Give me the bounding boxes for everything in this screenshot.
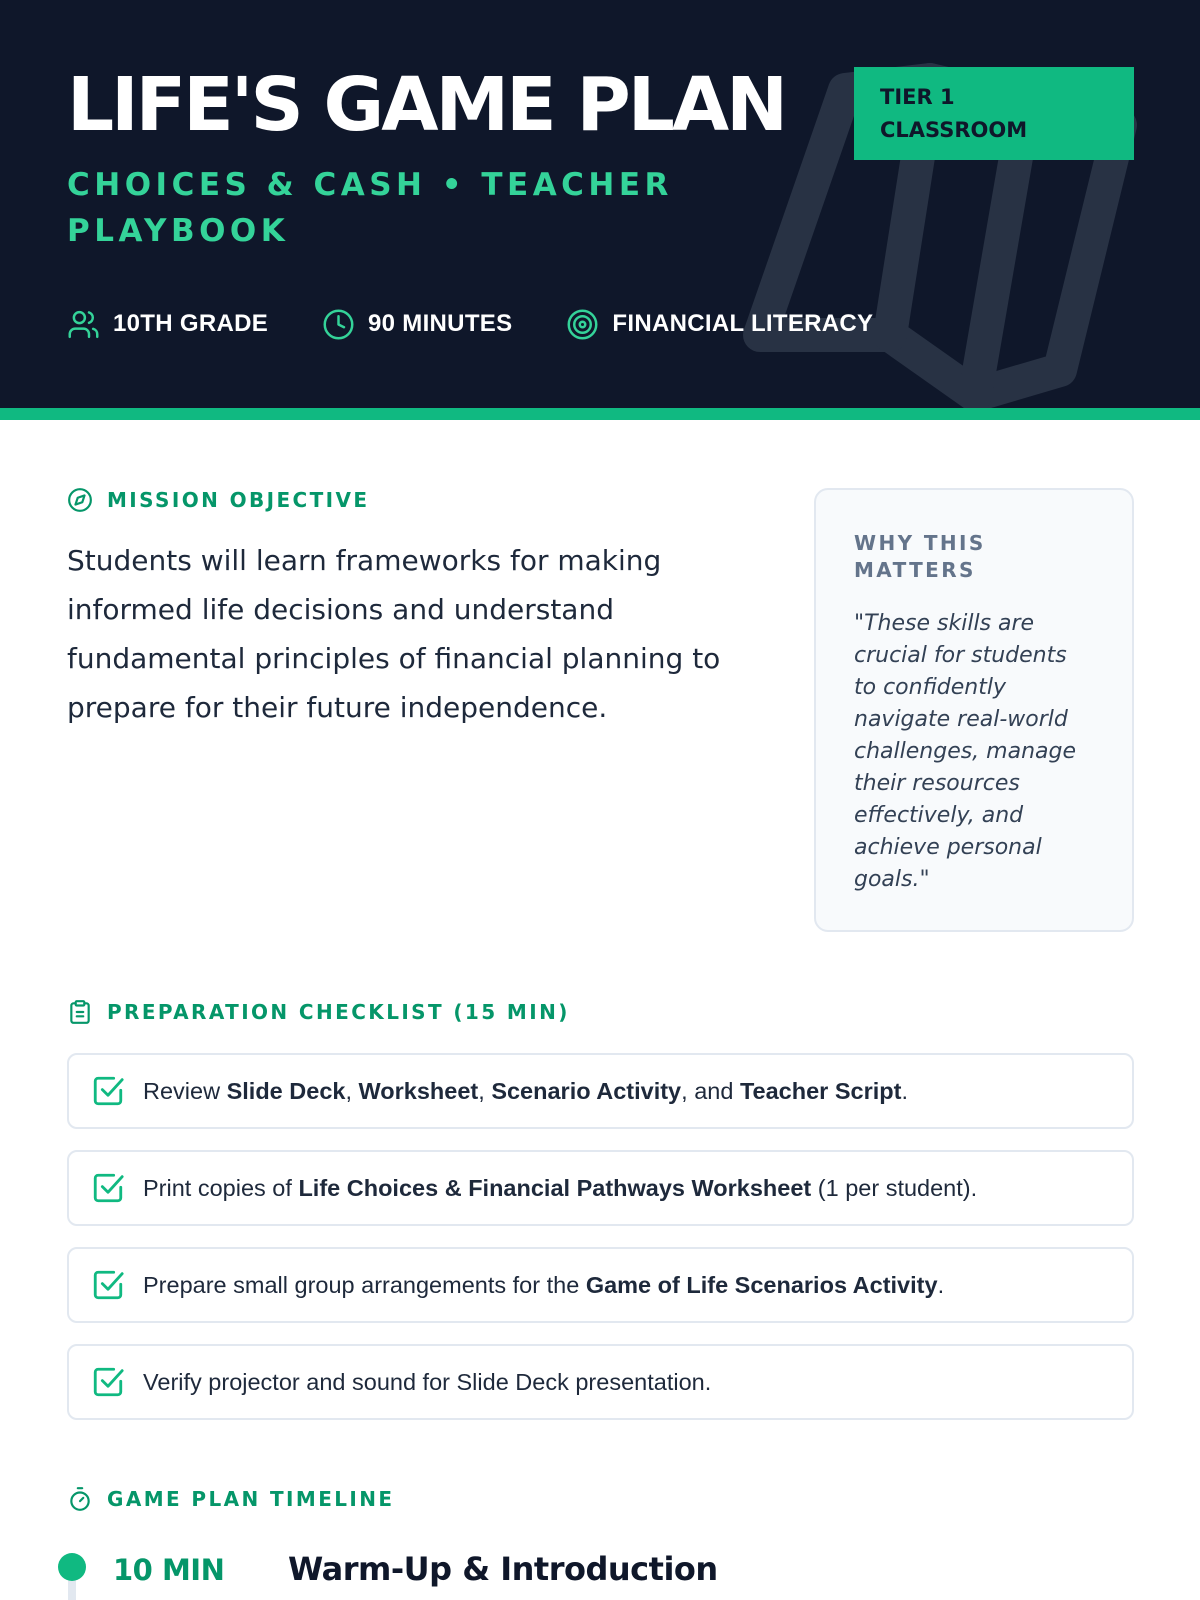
tier-badge: [854, 67, 1134, 160]
checklist-item-text: Prepare small group arrangements for the Game of Life Scenarios Activity.: [143, 1271, 945, 1298]
target-icon: [566, 308, 599, 341]
checklist-item[interactable]: [67, 1053, 1134, 1129]
hero-header: [0, 0, 1200, 408]
objective-heading: [67, 487, 369, 513]
checkbox-checked-icon: [91, 1171, 125, 1205]
why-title: WHY THIS MATTERS: [854, 531, 986, 582]
why-this-matters-card: [814, 488, 1134, 932]
clipboard-icon: [67, 999, 93, 1025]
checkbox-checked-icon: [91, 1268, 125, 1302]
meta-subject: [566, 308, 873, 341]
timeline-heading: [67, 1486, 394, 1512]
timeline-dot: [58, 1553, 86, 1581]
checklist-item-text: Review Slide Deck, Worksheet, Scenario Activity, and Teacher Script.: [143, 1077, 908, 1104]
tier-badge-line2: CLASSROOM: [880, 118, 1028, 142]
objective-heading-label: MISSION OBJECTIVE: [107, 488, 370, 512]
header-accent-strip: [0, 408, 1200, 420]
timeline-duration: 10 MIN: [113, 1553, 225, 1587]
checklist-item[interactable]: [67, 1150, 1134, 1226]
checklist-heading: [67, 999, 570, 1025]
checklist-heading-label: PREPARATION CHECKLIST (15 MIN): [107, 1000, 570, 1024]
checklist-item-text: Print copies of Life Choices & Financial Pathways Worksheet (1 per student).: [143, 1174, 978, 1201]
meta-grade: [67, 308, 268, 341]
timeline-heading-label: GAME PLAN TIMELINE: [107, 1487, 395, 1511]
meta-duration-label: 90 MINUTES: [368, 310, 513, 337]
lesson-meta: [67, 306, 927, 342]
timeline-step-title: Warm-Up & Introduction: [288, 1550, 718, 1588]
checklist: [67, 1053, 1134, 1441]
page-title: LIFE'S GAME PLAN: [67, 62, 786, 148]
checklist-item[interactable]: [67, 1247, 1134, 1323]
stopwatch-icon: [67, 1486, 93, 1512]
compass-icon: [67, 487, 93, 513]
checklist-item-text: Verify projector and sound for Slide Deck presentation.: [143, 1368, 712, 1395]
meta-grade-label: 10TH GRADE: [113, 310, 269, 337]
checklist-item[interactable]: [67, 1344, 1134, 1420]
why-quote: "These skills are crucial for students to confidently navigate real-world challenges, manage their resources effectively, and achieve personal goals.": [854, 611, 1077, 892]
timeline-line: [68, 1578, 76, 1600]
checkbox-checked-icon: [91, 1074, 125, 1108]
tier-badge-line1: TIER 1: [880, 85, 955, 109]
page-subtitle: CHOICES & CASH • TEACHER PLAYBOOK: [67, 167, 673, 249]
clock-icon: [322, 308, 355, 341]
users-icon: [67, 308, 100, 341]
objective-text: Students will learn frameworks for making informed life decisions and understand fundamental principles of financial planning to prepare for their future independence.: [67, 544, 721, 724]
checkbox-checked-icon: [91, 1365, 125, 1399]
meta-subject-label: FINANCIAL LITERACY: [612, 310, 874, 337]
meta-duration: [322, 308, 512, 341]
